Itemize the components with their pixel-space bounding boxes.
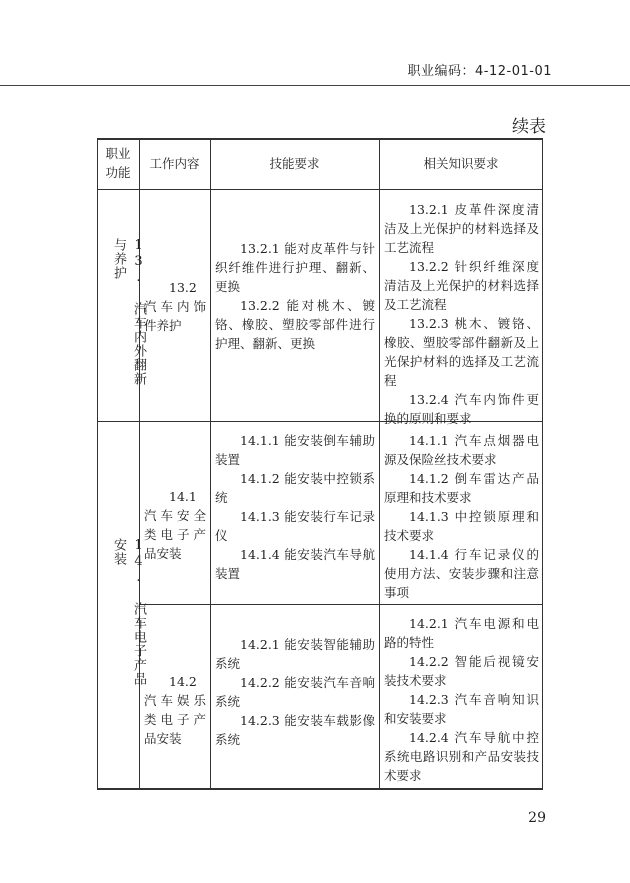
continued-label: 续表 <box>512 117 546 137</box>
knowledge-item: 14.2.1 汽车电源和电路的特性 <box>384 616 539 650</box>
skill-item: 14.2.1 能安装智能辅助系统 <box>215 637 375 671</box>
knowledge-item: 14.1.4 行车记录仪的使用方法、安装步骤和注意事项 <box>384 547 539 600</box>
table-border-top <box>97 138 543 140</box>
skill-item: 14.1.2 能安装中控锁系统 <box>215 471 375 505</box>
table-border-right <box>542 138 543 790</box>
table-border-left <box>97 138 98 790</box>
header-knowledge: 相关知识要求 <box>423 156 499 171</box>
knowledge-13-2 <box>384 200 539 428</box>
skills-14-1 <box>215 431 375 583</box>
function-13: 13. 汽车内外翻新与养护 <box>111 238 146 386</box>
knowledge-item: 13.2.4 汽车内饰件更换的原则和要求 <box>384 392 539 426</box>
knowledge-item: 14.1.1 汽车点烟器电源及保险丝技术要求 <box>384 433 539 467</box>
header-skills: 技能要求 <box>269 156 320 171</box>
knowledge-item: 14.1.2 倒车雷达产品原理和技术要求 <box>384 471 539 505</box>
skills-13-2 <box>215 239 375 353</box>
content-14-1: 14.1 汽车安全类电子产品安装 <box>144 489 206 561</box>
content-13-2: 13.2 汽车内饰件养护 <box>144 280 206 333</box>
skills-14-2 <box>215 635 375 749</box>
col-sep-2 <box>210 138 211 790</box>
row-sep-14-1 <box>139 604 543 605</box>
skills-table <box>97 138 543 790</box>
knowledge-14-1 <box>384 431 539 602</box>
content-14-2: 14.2 汽车娱乐类电子产品安装 <box>144 674 206 746</box>
skill-item: 14.2.3 能安装车载影像系统 <box>215 713 375 747</box>
skill-item: 14.1.3 能安装行车记录仪 <box>215 509 375 543</box>
skill-item: 14.1.4 能安装汽车导航装置 <box>215 547 375 581</box>
col-sep-3 <box>379 138 380 790</box>
knowledge-item: 14.2.3 汽车音响知识和安装要求 <box>384 692 539 726</box>
page-number: 29 <box>528 810 546 826</box>
table-border-bottom <box>97 788 543 790</box>
skill-item: 14.1.1 能安装倒车辅助装置 <box>215 433 375 467</box>
knowledge-item: 13.2.2 针织纤维深度清洁及上光保护的材料选择及工艺流程 <box>384 259 539 312</box>
skill-item: 14.2.2 能安装汽车音响系统 <box>215 675 375 709</box>
header-rule <box>0 85 630 86</box>
knowledge-14-2 <box>384 614 539 785</box>
knowledge-item: 14.2.4 汽车导航中控系统电路识别和产品安装技术要求 <box>384 730 539 783</box>
skill-item: 13.2.2 能对桃木、镀铬、橡胶、塑胶零部件进行护理、翻新、更换 <box>215 298 375 351</box>
knowledge-item: 14.1.3 中控锁原理和技术要求 <box>384 509 539 543</box>
header-function: 职业功能 <box>105 146 131 180</box>
occupation-code: 职业编码：4-12-01-01 <box>407 64 552 79</box>
knowledge-item: 14.2.2 智能后视镜安装技术要求 <box>384 654 539 688</box>
skill-item: 13.2.1 能对皮革件与针织纤维件进行护理、翻新、更换 <box>215 241 375 294</box>
function-14: 14. 汽车电子产品安装 <box>111 538 146 686</box>
knowledge-item: 13.2.1 皮革件深度清洁及上光保护的材料选择及工艺流程 <box>384 202 539 255</box>
knowledge-item: 13.2.3 桃木、镀铬、橡胶、塑胶零部件翻新及上光保护材料的选择及工艺流程 <box>384 316 539 388</box>
row-sep-header <box>97 189 543 190</box>
header-content: 工作内容 <box>149 156 200 171</box>
